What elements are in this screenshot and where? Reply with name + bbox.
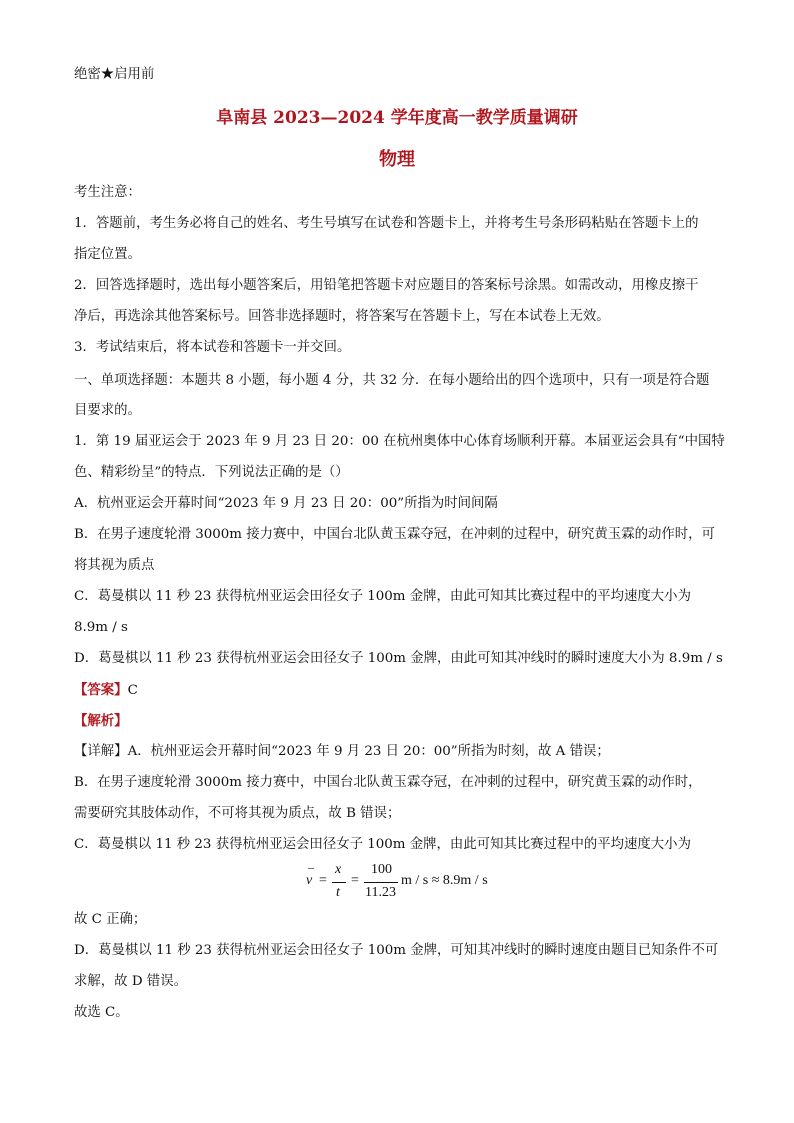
- analysis-b-line-1: B．在男子速度轮滑 3000m 接力赛中，中国台北队黄玉霖夺冠，在冲刺的过程中，研究黄玉霖的动作时，: [74, 775, 702, 790]
- average-speed-formula: [306, 862, 506, 904]
- fraction-bar-1: [332, 882, 346, 883]
- answer-line: [74, 681, 724, 700]
- detail-tag: 【详解】: [74, 744, 128, 759]
- formula-v-bar: –: [308, 860, 314, 874]
- answer-value: C: [127, 683, 138, 698]
- analysis-tag: 【解析】: [74, 713, 128, 729]
- analysis-b-line-2: 需要研究其肢体动作，不可将其视为质点，故 B 错误；: [74, 806, 401, 821]
- analysis-d-line-1: D．葛曼棋以 11 秒 23 获得杭州亚运会田径女子 100m 金牌，可知其冲线时的瞬时速度由题目已知条件不可: [74, 943, 719, 958]
- question-1-option-b-line-2: 将其视为质点: [74, 558, 155, 573]
- analysis-a-line: [74, 743, 724, 761]
- formula-numerator: 100: [371, 862, 392, 877]
- section-1-line-2: 目要求的。: [74, 403, 141, 418]
- question-1-option-a: A．杭州亚运会开幕时间“2023 年 9 月 23 日 20：00”所指为时间间隔: [74, 496, 498, 511]
- notice-heading: 考生注意：: [74, 185, 141, 200]
- question-1-stem-line-1: 1．第 19 届亚运会于 2023 年 9 月 23 日 20：00 在杭州奥体中心体育场顺利开幕。本届亚运会具有“中国特: [74, 434, 725, 449]
- formula-t: t: [336, 885, 340, 900]
- answer-tag: 【答案】: [74, 682, 128, 698]
- analysis-a-text: A．杭州亚运会开幕时间“2023 年 9 月 23 日 20：00”所指为时刻，故 A 错误；: [127, 744, 610, 759]
- question-1-option-d: D．葛曼棋以 11 秒 23 获得杭州亚运会田径女子 100m 金牌，由此可知其冲线时的瞬时速度大小为 8.9m / s: [74, 651, 723, 666]
- notice-item-3: 3．考试结束后，将本试卷和答题卡一并交回。: [74, 340, 351, 355]
- notice-item-2-line-1: 2．回答选择题时，选出每小题答案后，用铅笔把答题卡对应题目的答案标号涂黑。如需改动，用橡皮擦干: [74, 278, 699, 293]
- exam-title: 阜南县 2023—2024 学年度高一教学质量调研: [216, 108, 578, 128]
- notice-item-1-line-1: 1．答题前，考生务必将自己的姓名、考生号填写在试卷和答题卡上，并将考生号条形码粘贴在答题卡上的: [74, 216, 699, 231]
- formula-v: v: [306, 873, 313, 888]
- section-1-line-1: 一、单项选择题：本题共 8 小题，每小题 4 分，共 32 分．在每小题给出的四个选项中，只有一项是符合题: [74, 373, 710, 388]
- secret-label: 绝密★启用前: [74, 67, 155, 82]
- analysis-c-line-1: C．葛曼棋以 11 秒 23 获得杭州亚运会田径女子 100m 金牌，由此可知其比赛过程中的平均速度大小为: [74, 837, 691, 852]
- question-1-option-b-line-1: B．在男子速度轮滑 3000m 接力赛中，中国台北队黄玉霖夺冠，在冲刺的过程中，研究黄玉霖的动作时，可: [74, 527, 715, 542]
- subject-title: 物理: [379, 149, 415, 170]
- question-1-stem-line-2: 色、精彩纷呈”的特点．下列说法正确的是（）: [74, 465, 349, 480]
- notice-item-1-line-2: 指定位置。: [74, 247, 141, 262]
- formula-result: m / s ≈ 8.9m / s: [401, 873, 488, 888]
- formula-x: x: [335, 862, 342, 877]
- analysis-c-line-2: 故 C 正确；: [74, 912, 147, 927]
- analysis-d-line-2: 求解，故 D 错误。: [74, 974, 187, 989]
- question-1-option-c-line-1: C．葛曼棋以 11 秒 23 获得杭州亚运会田径女子 100m 金牌，由此可知其比赛过程中的平均速度大小为: [74, 589, 691, 604]
- formula-eq-2: =: [351, 873, 359, 888]
- formula-denominator: 11.23: [365, 885, 396, 900]
- fraction-bar-2: [364, 882, 398, 883]
- notice-item-2-line-2: 净后，再选涂其他答案标号。回答非选择题时，将答案写在答题卡上，写在本试卷上无效。: [74, 309, 610, 324]
- conclusion: 故选 C。: [74, 1005, 129, 1020]
- formula-eq-1: =: [319, 873, 327, 888]
- question-1-option-c-line-2: 8.9m / s: [74, 620, 128, 635]
